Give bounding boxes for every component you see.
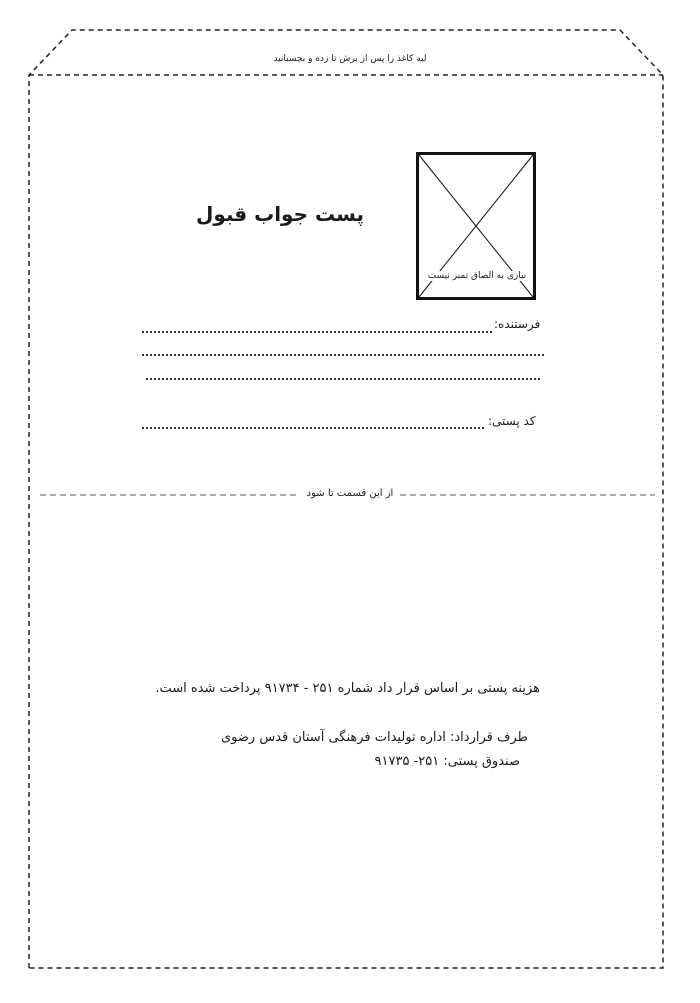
- sender-label: فرستنده:: [494, 317, 541, 331]
- fold-instruction: از این قسمت تا شود: [300, 488, 400, 499]
- stamp-note: نیازی به الصاق تمبر نیست: [423, 271, 531, 281]
- contract-party: طرف قرارداد: اداره تولیدات فرهنگی آستان قدس رضوی: [221, 730, 528, 745]
- postal-code-label: کد پستی:: [488, 414, 536, 428]
- postage-cost-note: هزینه پستی بر اساس قرار داد شماره ۲۵۱ - ۹۱۷۳۴ پرداخت شده است.: [155, 681, 540, 696]
- sender-line-2: [142, 354, 544, 356]
- postal-code-line: [142, 427, 484, 429]
- sender-line-1: [142, 331, 492, 333]
- po-box: صندوق پستی: ۲۵۱- ۹۱۷۳۵: [374, 754, 520, 769]
- sender-line-3: [146, 378, 540, 380]
- flap-instruction: لبه کاغذ را پس از برش تا زده و بچسبانید: [273, 54, 427, 64]
- envelope-title: پست جواب قبول: [195, 202, 365, 226]
